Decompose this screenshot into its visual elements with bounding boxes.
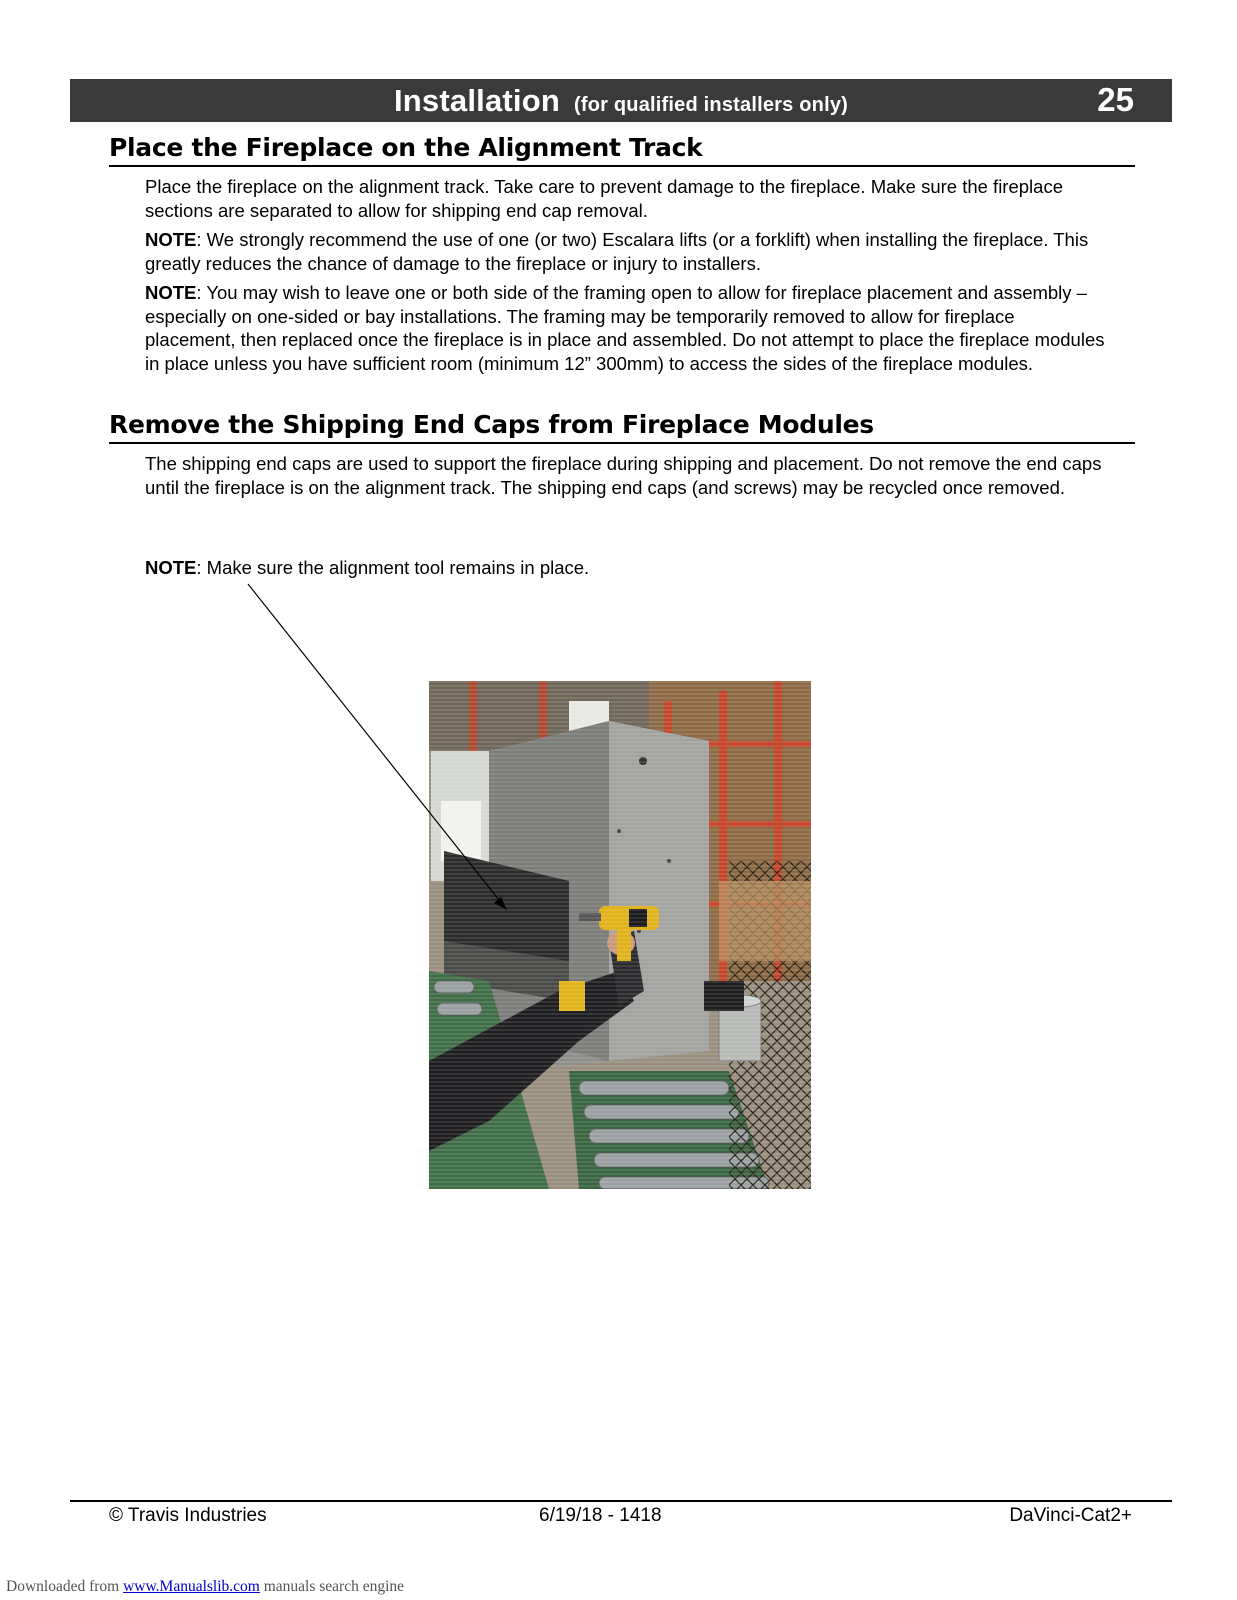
note-text: : You may wish to leave one or both side of the framing open to allow for fireplace placement and assembly – especially on one-sided or bay installations. The framing may be temporarily removed to allow for fireplace placement, then replaced once the fireplace is in place and assembled. Do not attempt to place the fireplace modules in place unless you have sufficient room (minimum 12” 300mm) to access the sides of the fireplace modules. [145, 282, 1105, 374]
note-label: NOTE [145, 229, 197, 250]
download-prefix: Downloaded from [6, 1578, 124, 1595]
header-title-main: Installation [393, 83, 560, 118]
note-framing-open [145, 281, 1105, 375]
header-bar [70, 79, 1172, 122]
header-title [70, 83, 1172, 119]
section-heading-shipping-end-caps: Remove the Shipping End Caps from Fireplace Modules [109, 410, 1135, 444]
note-escalara-lifts [145, 228, 1105, 275]
footer-date: 6/19/18 - 1418 [539, 1505, 662, 1526]
note-label: NOTE [145, 282, 197, 303]
download-suffix: manuals search engine [259, 1578, 405, 1595]
paragraph-place-fireplace: Place the fireplace on the alignment track. Take care to prevent damage to the fireplace. Make sure the fireplace sections are separated to allow for shipping end cap removal. [145, 176, 1063, 221]
footer-copyright: © Travis Industries [109, 1505, 267, 1526]
page-number: 25 [1097, 81, 1134, 118]
header-subtitle: (for qualified installers only) [574, 94, 849, 116]
paragraph-shipping-end-caps: The shipping end caps are used to support the fireplace during shipping and placement. Do not remove the end caps until the fireplace is on the alignment track. The shipping end caps (and screws) may be recycled once removed. [145, 453, 1102, 498]
section-heading-alignment-track: Place the Fireplace on the Alignment Track [109, 133, 1135, 167]
note-label: NOTE [145, 557, 197, 578]
note-text: : We strongly recommend the use of one (or two) Escalara lifts (or a forklift) when installing the fireplace. This greatly reduces the chance of damage to the fireplace or injury to installers. [145, 229, 1089, 274]
download-attribution [6, 1578, 404, 1596]
manualslib-link[interactable]: www.Manualslib.com [123, 1578, 260, 1595]
installation-photo-drawing [429, 681, 811, 1189]
note-alignment-tool [145, 556, 1105, 580]
installation-photo [429, 681, 811, 1189]
footer-rule [70, 1500, 1172, 1502]
footer-model: DaVinci-Cat2+ [1009, 1505, 1132, 1526]
note-text: : Make sure the alignment tool remains in place. [196, 557, 590, 578]
